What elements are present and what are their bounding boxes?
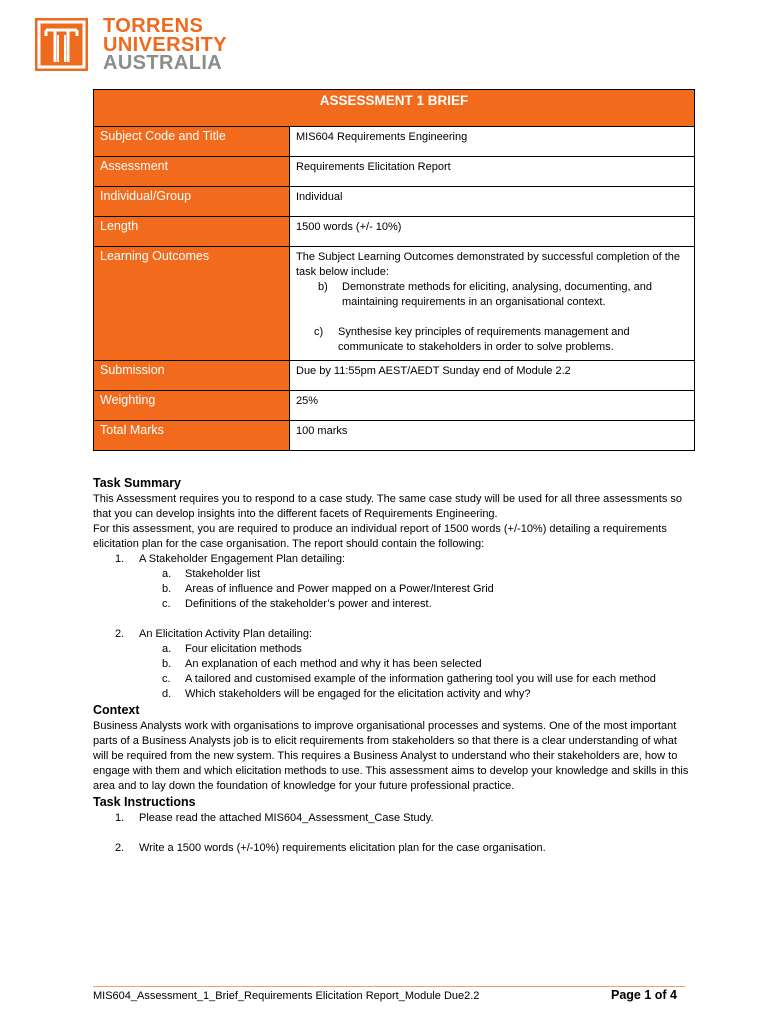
list-marker: b. — [162, 658, 172, 670]
assessment-label: Assessment — [94, 157, 290, 187]
assessment-value: Requirements Elicitation Report — [290, 157, 695, 187]
footer-divider — [93, 986, 685, 987]
length-label: Length — [94, 217, 290, 247]
list-text: Write a 1500 words (+/-10%) requirements elicitation plan for the case organisation. — [139, 842, 546, 854]
task-summary-heading: Task Summary — [93, 476, 182, 490]
stakeholder-plan-sublist — [93, 567, 693, 612]
list-item — [162, 567, 693, 582]
list-marker: 1. — [115, 553, 125, 565]
outcomes-value — [290, 247, 695, 361]
list-marker: 2. — [115, 842, 125, 854]
weighting-value: 25% — [290, 391, 695, 421]
context-paragraph: Business Analysts work with organisations to improve organisational processes and systems. One of the most important parts of a Business Analysts job is to elicit requirements from stakeholders so that there is a clear understanding of what will be required from the new system. This requires a Business Analyst to understand who their stakeholders are, how to engage with them and which elicitation methods to use. This assessment aims to develop your knowledge and skills in this area and to lay down the foundation of knowledge for your future professional practice. — [93, 720, 689, 792]
list-item — [162, 597, 693, 612]
list-text: Demonstrate methods for eliciting, analysing, documenting, and maintaining requirements in an organisational context. — [342, 281, 653, 308]
list-marker: 1. — [115, 812, 125, 824]
list-item — [162, 657, 693, 672]
outcomes-list — [296, 280, 688, 355]
list-marker: c) — [314, 326, 324, 338]
subject-label: Subject Code and Title — [94, 127, 290, 157]
list-item — [162, 642, 693, 657]
task-instructions-list — [93, 811, 693, 856]
list-text: A Stakeholder Engagement Plan detailing: — [139, 553, 346, 565]
list-text: Which stakeholders will be engaged for the elicitation activity and why? — [185, 688, 531, 700]
list-marker: b) — [318, 281, 328, 293]
footer-document-name: MIS604_Assessment_1_Brief_Requirements Elicitation Report_Module Due2.2 — [93, 990, 480, 1002]
submission-value: Due by 11:55pm AEST/AEDT Sunday end of Module 2.2 — [290, 361, 695, 391]
brief-body — [93, 475, 693, 856]
list-item — [115, 552, 693, 567]
list-item — [314, 325, 688, 355]
list-text: Four elicitation methods — [185, 643, 302, 655]
subject-value: MIS604 Requirements Engineering — [290, 127, 695, 157]
list-marker: d. — [162, 688, 172, 700]
logo-line-2: UNIVERSITY — [103, 33, 228, 56]
task-summary-paragraph-2: For this assessment, you are required to produce an individual report of 1500 words (+/-10%) detailing a requirements elicitation plan for the case organisation. The report should contain the following: — [93, 523, 667, 550]
brief-title: ASSESSMENT 1 BRIEF — [94, 90, 695, 127]
list-item — [318, 280, 688, 310]
list-text: Synthesise key principles of requirements management and communicate to stakeholders in order to solve problems. — [338, 326, 630, 353]
task-instructions-heading: Task Instructions — [93, 795, 196, 809]
list-text: An Elicitation Activity Plan detailing: — [139, 628, 313, 640]
task-summary-list — [93, 552, 693, 567]
list-text: Please read the attached MIS604_Assessment_Case Study. — [139, 812, 434, 824]
elicitation-plan-sublist — [93, 642, 693, 702]
context-heading: Context — [93, 703, 140, 717]
weighting-label: Weighting — [94, 391, 290, 421]
list-text: An explanation of each method and why it has been selected — [185, 658, 482, 670]
marks-label: Total Marks — [94, 421, 290, 451]
length-value: 1500 words (+/- 10%) — [290, 217, 695, 247]
list-marker: a. — [162, 568, 172, 580]
page-number: Page 1 of 4 — [611, 988, 677, 1002]
list-item — [115, 811, 693, 826]
list-text: Stakeholder list — [185, 568, 261, 580]
group-value: Individual — [290, 187, 695, 217]
outcomes-label: Learning Outcomes — [94, 247, 290, 361]
logo-wordmark — [103, 17, 303, 73]
list-item — [162, 672, 693, 687]
list-marker: c. — [162, 673, 171, 685]
logo-line-3: AUSTRALIA — [103, 52, 223, 74]
task-summary-paragraph-1: This Assessment requires you to respond to a case study. The same case study will be used for all three assessments so that you can develop insights into the different facets of Requirements Engineering. — [93, 493, 682, 520]
list-item — [162, 687, 693, 702]
marks-value: 100 marks — [290, 421, 695, 451]
list-marker: a. — [162, 643, 172, 655]
group-label: Individual/Group — [94, 187, 290, 217]
logo-line-1: TORRENS — [103, 15, 204, 37]
list-marker: c. — [162, 598, 171, 610]
list-item — [162, 582, 693, 597]
list-marker: 2. — [115, 628, 125, 640]
list-text: Areas of influence and Power mapped on a Power/Interest Grid — [185, 583, 494, 595]
list-text: Definitions of the stakeholder’s power and interest. — [185, 598, 432, 610]
outcomes-intro: The Subject Learning Outcomes demonstrated by successful completion of the task below include: — [296, 251, 680, 278]
list-text: A tailored and customised example of the information gathering tool you will use for each method — [185, 673, 656, 685]
submission-label: Submission — [94, 361, 290, 391]
torrens-monogram-icon — [35, 18, 88, 71]
list-item — [115, 627, 693, 642]
task-summary-list-2 — [93, 627, 693, 642]
list-item — [115, 841, 693, 856]
assessment-brief-table — [93, 89, 695, 451]
list-marker: b. — [162, 583, 172, 595]
